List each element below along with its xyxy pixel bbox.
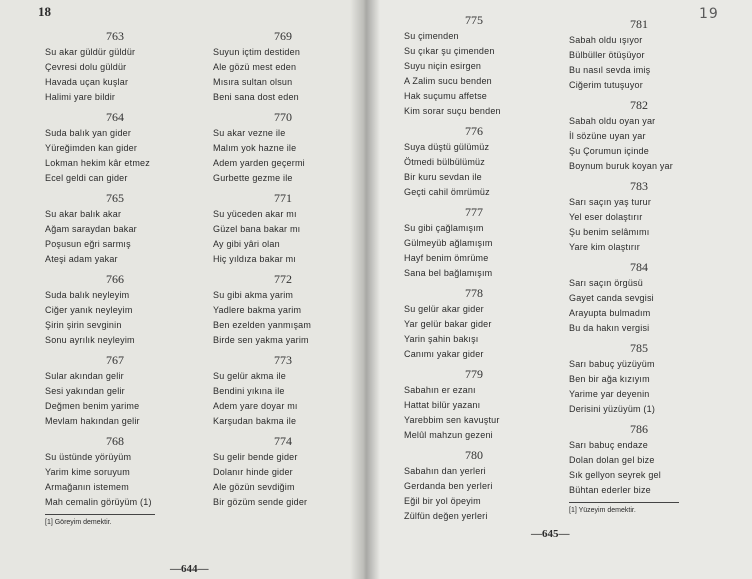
poem-line: Yarin şahin bakışı: [404, 334, 479, 344]
poem-line: Ciğerim tutuşuyor: [569, 80, 643, 90]
poem-line: Armağanın istemem: [45, 482, 129, 492]
poem-block: [45, 271, 185, 348]
poem-block: [45, 109, 185, 186]
poem-line: Mah cemalin görüyüm (1): [45, 497, 152, 507]
poem-number: 776: [465, 124, 483, 138]
poem-line: Yadlere bakma yarim: [213, 305, 302, 315]
poem-line: Suyun içtim destiden: [213, 47, 301, 57]
poem-line: Malım yok hazne ile: [213, 143, 297, 153]
poem-line: Ale gözü mest eden: [213, 62, 297, 72]
poem-line: Gurbette gezme ile: [213, 173, 293, 183]
poem-line: Şirin şirin sevginin: [45, 320, 122, 330]
poem-line: Yare kim olaştırır: [569, 242, 640, 252]
poem-line: Yarim kime soruyum: [45, 467, 130, 477]
poem-number: 771: [274, 191, 292, 205]
poem-block: [213, 352, 353, 429]
poem-block: [569, 259, 709, 336]
poem-number: 781: [630, 17, 648, 31]
poem-line: Suya düştü gülümüz: [404, 142, 490, 152]
poem-block: [404, 12, 544, 119]
poem-block: [213, 28, 353, 105]
poem-line: Sabahın er ezanı: [404, 385, 476, 395]
poem-number: 785: [630, 341, 648, 355]
poem-line: Adem yare doyar mı: [213, 401, 298, 411]
poem-block: [569, 97, 709, 174]
poem-line: Sesi yakından gelir: [45, 386, 125, 396]
footnote-rule: [569, 502, 679, 503]
poem-number: 773: [274, 353, 292, 367]
poem-line: Sarı babuç yüzüyüm: [569, 359, 655, 369]
poem-number: 765: [106, 191, 124, 205]
poem-block: [45, 28, 185, 105]
poem-line: Mevlam hakından gelir: [45, 416, 140, 426]
poem-line: Hayf benim ömrüme: [404, 253, 489, 263]
poem-line: Halimi yare bildir: [45, 92, 116, 102]
poem-line: Dolanır hinde gider: [213, 467, 293, 477]
poem-line: Sular akından gelir: [45, 371, 124, 381]
poem-number: 764: [106, 110, 124, 124]
poem-block: [569, 178, 709, 255]
poem-number: 786: [630, 422, 648, 436]
poem-line: Boynum buruk koyan yar: [569, 161, 673, 171]
poem-line: Su gibi çağlamışım: [404, 223, 484, 233]
poem-number: 766: [106, 272, 124, 286]
poem-line: Güzel bana bakar mı: [213, 224, 301, 234]
poem-line: Gülmeyüb ağlamışım: [404, 238, 493, 248]
poem-line: Ötmedi bülbülümüz: [404, 157, 485, 167]
left-page: [0, 0, 366, 579]
poem-line: Sabah oldu ışıyor: [569, 35, 643, 45]
poem-line: Suda balık yan gider: [45, 128, 132, 138]
poem-block: [404, 204, 544, 281]
poem-line: Zülfün değen yerleri: [404, 511, 488, 521]
poem-line: Yar gelür bakar gider: [404, 319, 492, 329]
handwritten-page-number: 19: [699, 6, 719, 22]
poem-line: Bir gözüm sende gider: [213, 497, 308, 507]
poem-number: 782: [630, 98, 648, 112]
poem-block: [569, 340, 709, 417]
poem-block: [45, 433, 185, 510]
poem-line: Bühtan ederler bize: [569, 485, 651, 495]
corner-page-number: 18: [38, 4, 51, 19]
poem-line: Eğil bir yol öpeyim: [404, 496, 481, 506]
poem-line: Ateşi adam yakar: [45, 254, 118, 264]
poem-number: 763: [106, 29, 124, 43]
poem-line: Çevresi dolu güldür: [45, 62, 127, 72]
right-page: [366, 0, 752, 579]
poem-line: Yüreğimden kan gider: [45, 143, 138, 153]
poem-number: 777: [465, 205, 483, 219]
poem-line: Sık gellyon seyrek gel: [569, 470, 661, 480]
poem-block: [404, 447, 544, 524]
poem-line: Şu Çorumun içinde: [569, 146, 649, 156]
poem-line: Mısıra sultan olsun: [213, 77, 293, 87]
right-column-2: [569, 16, 709, 517]
poem-number: 779: [465, 367, 483, 381]
poem-line: Karşudan bakma ile: [213, 416, 297, 426]
poem-line: İl sözüne uyan yar: [569, 131, 646, 141]
poem-line: Su gibi akma yarim: [213, 290, 294, 300]
poem-block: [213, 271, 353, 348]
poem-number: 770: [274, 110, 292, 124]
book-gutter: [350, 0, 380, 579]
poem-number: 784: [630, 260, 648, 274]
poem-line: Sarı saçın örgüsü: [569, 278, 643, 288]
right-column-1: [404, 12, 544, 528]
poem-line: Su çıkar şu çimenden: [404, 46, 495, 56]
poem-line: Su üstünde yörüyüm: [45, 452, 132, 462]
poem-line: Sonu ayrılık neyleyim: [45, 335, 135, 345]
poem-line: Bu da hakın vergisi: [569, 323, 650, 333]
poem-line: Ben bir ağa kızıyım: [569, 374, 650, 384]
poem-line: Adem yarden geçermi: [213, 158, 305, 168]
poem-line: Şu benim selâmımı: [569, 227, 650, 237]
poem-block: [213, 190, 353, 267]
poem-block: [404, 123, 544, 200]
poem-number: 772: [274, 272, 292, 286]
poem-block: [213, 433, 353, 510]
poem-number: 778: [465, 286, 483, 300]
poem-number: 783: [630, 179, 648, 193]
poem-line: Yarime yar deyenin: [569, 389, 650, 399]
poem-line: Geçti cahil ömrümüz: [404, 187, 490, 197]
poem-line: Su gelir bende gider: [213, 452, 298, 462]
poem-line: Melûl mahzun gezeni: [404, 430, 493, 440]
footnote: [1] Yüzeyim demektir.: [569, 507, 636, 514]
poem-block: [213, 109, 353, 186]
poem-line: Lokman hekim kâr etmez: [45, 158, 150, 168]
poem-line: Değmen benim yarime: [45, 401, 140, 411]
poem-block: [404, 366, 544, 443]
poem-line: Derisini yüzüyüm (1): [569, 404, 656, 414]
poem-line: Gayet canda sevgisi: [569, 293, 654, 303]
left-column-1: [45, 28, 185, 529]
poem-block: [45, 190, 185, 267]
poem-line: Ben ezelden yanmışam: [213, 320, 312, 330]
poem-line: Canımı yakar gider: [404, 349, 484, 359]
poem-line: Beni sana dost eden: [213, 92, 299, 102]
poem-line: Su gelür akma ile: [213, 371, 286, 381]
poem-line: Ecel geldi can gider: [45, 173, 128, 183]
poem-line: Hattat bilür yazanı: [404, 400, 481, 410]
poem-line: Arayupta bulmadım: [569, 308, 651, 318]
poem-number: 775: [465, 13, 483, 27]
poem-line: Hak suçumu affetse: [404, 91, 487, 101]
poem-line: Havada uçan kuşlar: [45, 77, 129, 87]
poem-line: Ağam saraydan bakar: [45, 224, 137, 234]
poem-line: Suda balık neyleyim: [45, 290, 130, 300]
poem-line: A Zalim sucu benden: [404, 76, 492, 86]
poem-line: Su akar güldür güldür: [45, 47, 136, 57]
poem-line: Su akar vezne ile: [213, 128, 286, 138]
poem-line: Ale gözün sevdiğim: [213, 482, 295, 492]
poem-line: Su çimenden: [404, 31, 459, 41]
poem-line: Ciğer yanık neyleyim: [45, 305, 133, 315]
poem-line: Dolan dolan gel bize: [569, 455, 655, 465]
poem-line: Su yüceden akar mı: [213, 209, 297, 219]
poem-line: Gerdanda ben yerleri: [404, 481, 493, 491]
poem-line: Sabahın dan yerleri: [404, 466, 486, 476]
poem-block: [45, 352, 185, 429]
poem-line: Sarı babuç endaze: [569, 440, 648, 450]
poem-number: 774: [274, 434, 292, 448]
poem-line: Yarebbim sen kavuştur: [404, 415, 500, 425]
poem-block: [569, 421, 709, 498]
left-column-2: [213, 28, 353, 514]
poem-line: Kim sorar suçu benden: [404, 106, 501, 116]
page-folio: —644—: [170, 563, 209, 575]
page-folio: —645—: [531, 528, 570, 540]
poem-line: Yel eser dolaştırır: [569, 212, 643, 222]
poem-line: Sabah oldu oyan yar: [569, 116, 656, 126]
poem-line: Sana bel bağlamışım: [404, 268, 493, 278]
poem-line: Poşusun eğri sarmış: [45, 239, 131, 249]
poem-number: 769: [274, 29, 292, 43]
poem-line: Su akar balık akar: [45, 209, 122, 219]
footnote: [1] Göreyim demektir.: [45, 519, 112, 526]
poem-line: Bülbüller ötüşüyor: [569, 50, 645, 60]
poem-line: Bu nasıl sevda imiş: [569, 65, 651, 75]
poem-block: [404, 285, 544, 362]
poem-number: 768: [106, 434, 124, 448]
poem-line: Birde sen yakma yarim: [213, 335, 309, 345]
poem-block: [569, 16, 709, 93]
poem-line: Bir kuru sevdan ile: [404, 172, 482, 182]
poem-line: Suyu niçin esirgen: [404, 61, 482, 71]
poem-number: 780: [465, 448, 483, 462]
poem-number: 767: [106, 353, 124, 367]
poem-line: Hiç yıldıza bakar mı: [213, 254, 297, 264]
poem-line: Sarı saçın yaş turur: [569, 197, 652, 207]
footnote-rule: [45, 514, 155, 515]
poem-line: Bendini yıkına ile: [213, 386, 285, 396]
poem-line: Su gelür akar gider: [404, 304, 484, 314]
poem-line: Ay gibi yâri olan: [213, 239, 280, 249]
